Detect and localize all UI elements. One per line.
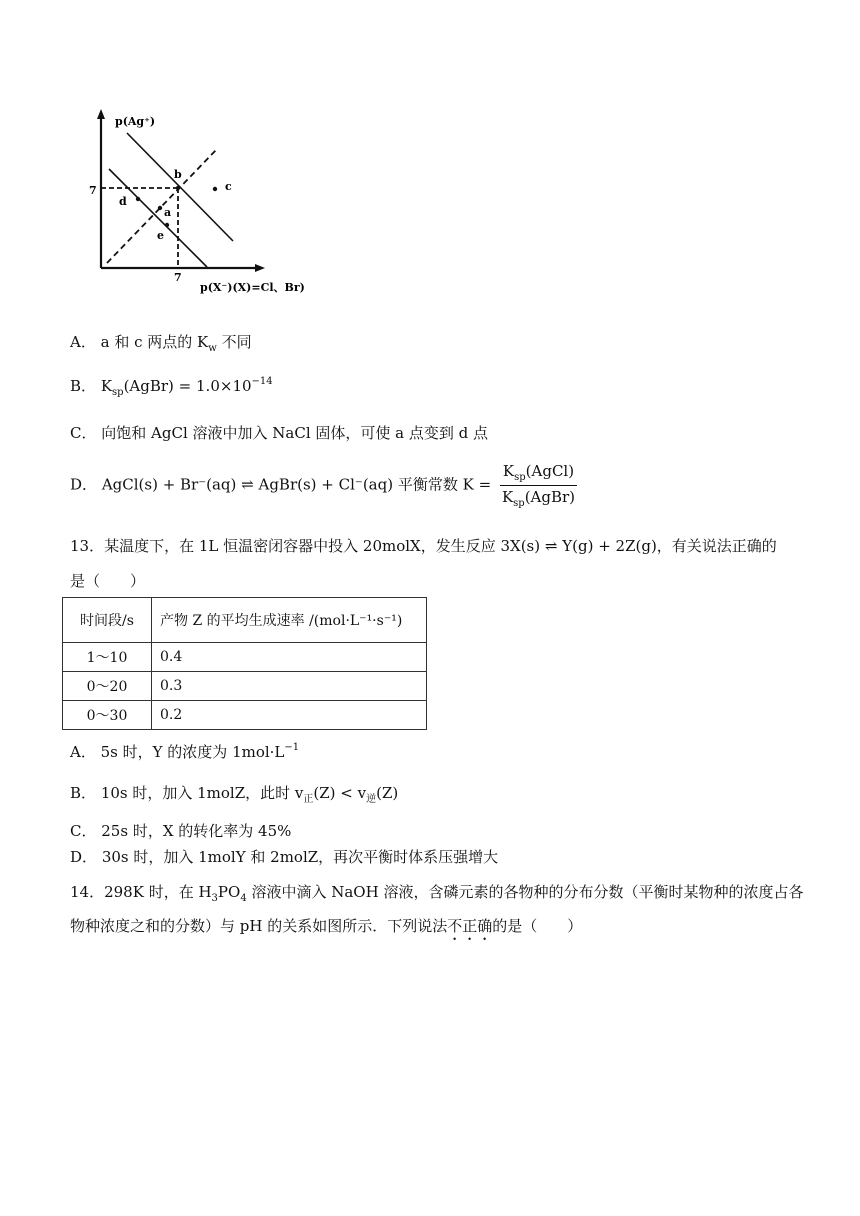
exponent: −14 <box>251 376 273 387</box>
q12-option-a <box>70 331 252 354</box>
ksp-expression: (AgBr) = 1.0×10 <box>123 377 252 395</box>
cell-time: 0～30 <box>63 701 152 730</box>
q13-stem-line1: 13．某温度下，在 1L 恒温密闭容器中投入 20molX，发生反应 3X(s) ⇌ Y(g) + 2Z(g)，有关说法正确的 <box>70 537 777 555</box>
header-rate: 产物 Z 的平均生成速率 /(mol·L⁻¹·s⁻¹) <box>152 598 427 643</box>
ksp-graph <box>85 105 335 300</box>
point-label-d: d <box>119 195 127 208</box>
option-tail: (Z) <box>376 784 399 802</box>
option-label: D． <box>70 848 98 866</box>
q12-option-b <box>70 375 273 398</box>
x-axis-label: p(X⁻)(X)=Cl、Br) <box>200 281 305 294</box>
stem-text: 物种浓度之和的分数）与 pH 的关系如图所示．下列说法 <box>70 917 448 935</box>
ksp-subscript: sp <box>112 387 124 398</box>
k-fraction <box>500 462 577 509</box>
rate-table <box>62 597 427 730</box>
option-text: 30s 时，加入 1molY 和 2molZ，再次平衡时体系压强增大 <box>101 848 499 866</box>
forward-subscript: 正 <box>303 794 314 805</box>
cell-rate: 0.4 <box>152 643 427 672</box>
stem-text: PO <box>217 883 241 901</box>
q14-stem-line2 <box>70 915 582 944</box>
option-label: A． <box>70 743 96 761</box>
option-label: D． <box>70 475 98 494</box>
q13-stem-line2: 是（ ） <box>70 572 146 590</box>
q13-option-a <box>70 741 299 762</box>
ksp-symbol: K <box>100 377 113 395</box>
option-text: 向饱和 AgCl 溶液中加入 NaCl 固体，可使 a 点变到 d 点 <box>101 424 489 442</box>
cell-rate: 0.2 <box>152 701 427 730</box>
option-label: B． <box>70 784 97 802</box>
table-row <box>63 672 427 701</box>
stem-text: 溶液中滴入 NaOH 溶液，含磷元素的各物种的分布分数（平衡时某物种的浓度占各 <box>246 883 804 901</box>
table-header-row <box>63 598 427 643</box>
point-e <box>165 223 169 227</box>
q14-stem-line1 <box>70 881 803 904</box>
point-label-a: a <box>164 206 172 219</box>
stem-text: 14．298K 时，在 H <box>70 883 212 901</box>
point-label-c: c <box>225 180 232 193</box>
equilibrium-equation: AgCl(s) + Br⁻(aq) ⇌ AgBr(s) + Cl⁻(aq) 平衡常数 K = <box>101 475 492 494</box>
point-c <box>213 187 217 191</box>
x-axis <box>101 264 265 272</box>
y-axis-label: p(Ag⁺) <box>115 115 156 128</box>
point-d <box>136 197 140 201</box>
q13-option-b <box>70 782 398 805</box>
h-subscript: 3 <box>211 893 218 904</box>
emphasis-text: 不正确 <box>447 917 493 935</box>
option-text: 5s 时，Y 的浓度为 1mol·L <box>100 743 285 761</box>
table-row <box>63 701 427 730</box>
kw-subscript: w <box>208 343 217 354</box>
option-tail: 不同 <box>216 333 252 351</box>
fraction-denominator: $K_{sp}(AgBr)$ <box>501 488 576 509</box>
q13-option-d <box>70 846 498 867</box>
point-label-e: e <box>157 229 164 242</box>
option-text: 10s 时，加入 1molZ，此时 v <box>100 784 304 802</box>
exponent: −1 <box>284 742 300 753</box>
option-mid: (Z) < v <box>313 784 367 802</box>
cell-rate: 0.3 <box>152 672 427 701</box>
header-time: 时间段/s <box>63 598 152 643</box>
cell-time: 1～10 <box>63 643 152 672</box>
q13-option-c <box>70 820 291 841</box>
ksp-line-lower <box>109 169 207 267</box>
x-tick-label: 7 <box>174 271 182 284</box>
point-b <box>176 186 180 190</box>
o-subscript: 4 <box>240 893 247 904</box>
option-label: C． <box>70 424 97 442</box>
q12-option-c <box>70 422 488 443</box>
option-text: a 和 c 两点的 K <box>100 333 209 351</box>
option-text: 25s 时，X 的转化率为 45% <box>101 822 292 840</box>
option-label: C． <box>70 822 97 840</box>
option-label: B． <box>70 377 97 395</box>
fraction-numerator: $K_{sp}(AgCl)$ <box>500 462 577 486</box>
option-label: A． <box>70 333 96 351</box>
q12-option-d <box>70 462 581 509</box>
reverse-subscript: 逆 <box>366 794 377 805</box>
point-label-b: b <box>174 168 182 181</box>
point-a <box>158 206 162 210</box>
stem-text: 的是（ ） <box>492 917 583 935</box>
y-tick-label: 7 <box>89 184 97 197</box>
table-row <box>63 643 427 672</box>
cell-time: 0～20 <box>63 672 152 701</box>
